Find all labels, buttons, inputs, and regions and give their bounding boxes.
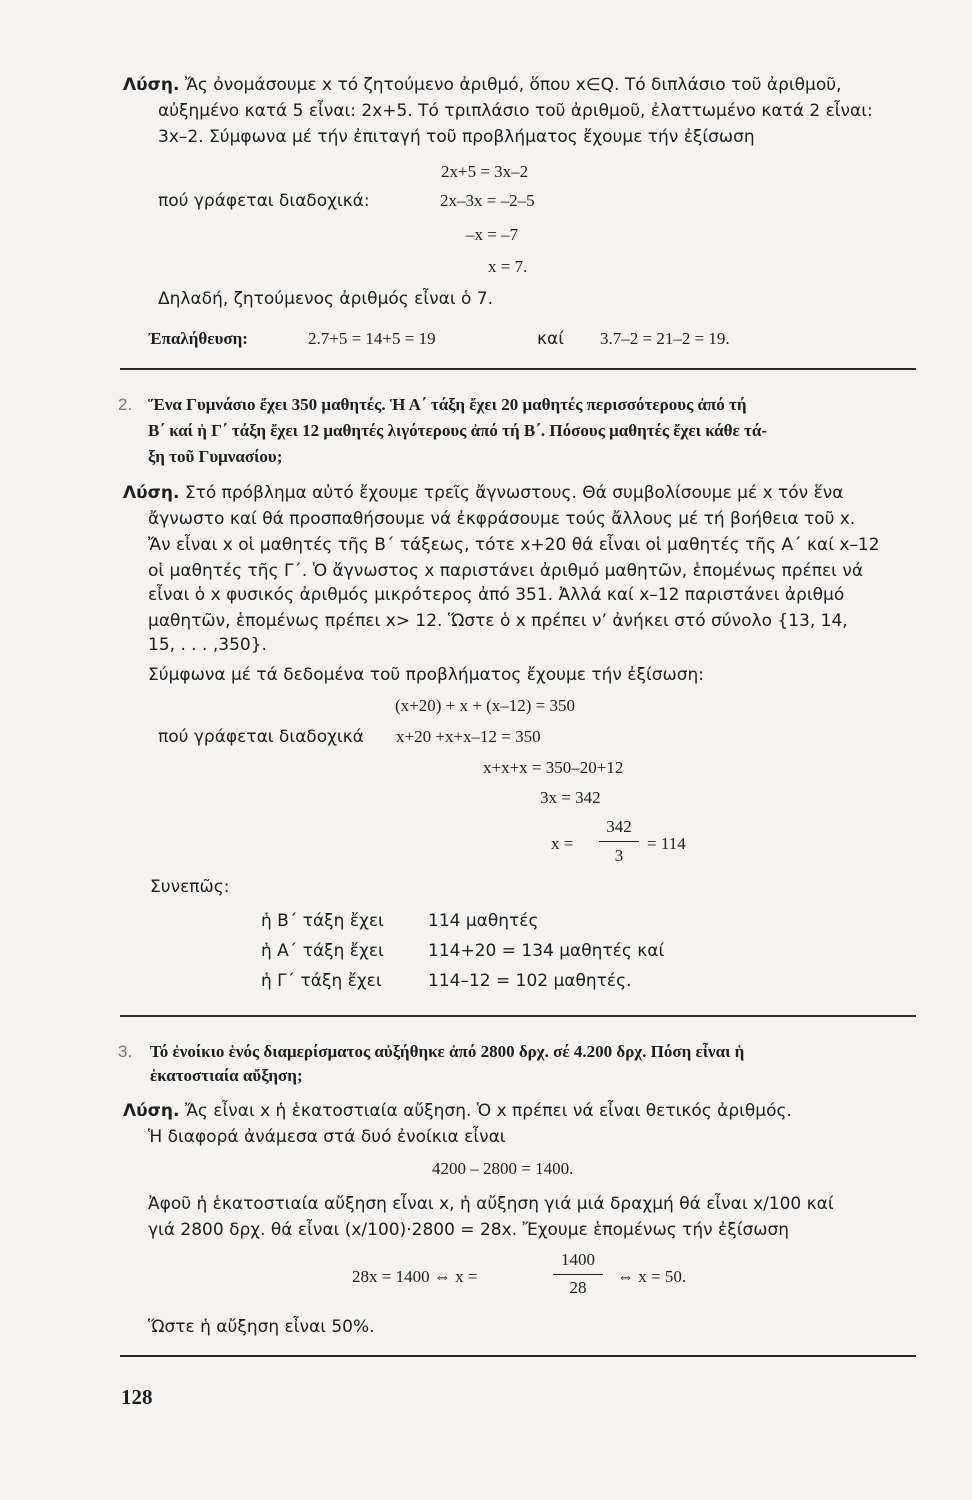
p1-equation-1: 2x+5 = 3x–2: [441, 162, 529, 181]
p2-result-c-value: 114–12 = 102 μαθητές.: [428, 971, 632, 991]
p2-solution-5: εἶναι ὁ x φυσικός ἀριθμός μικρότερος ἀπό 351. Ἀλλά καί x–12 παριστάνει ἀριθμό: [148, 585, 845, 605]
p2-solution-2: ἄγνωστο καί θά προσπαθήσουμε νά ἐκφράσουμε τούς ἄλλους μέ τή βοήθεια τοῦ x.: [148, 509, 856, 529]
p2-equation-5-right: = 114: [647, 834, 686, 853]
p3-equation-2-numerator: 1400: [561, 1250, 595, 1269]
p2-solution-6: μαθητῶν, ἑπομένως πρέπει x> 12. Ὥστε ὁ x πρέπει ν’ ἀνήκει στό σύνολο {13, 14,: [148, 611, 848, 631]
divider-2: [120, 1015, 916, 1017]
p2-equation-5-left: x =: [551, 834, 574, 853]
p1-check-2: 3.7–2 = 21–2 = 19.: [600, 329, 730, 348]
divider-3: [120, 1355, 916, 1357]
p2-result-b-value: 114 μαθητές: [428, 911, 539, 931]
p2-equation-5-numerator: 342: [606, 817, 632, 836]
p3-equation-2-fraction-bar: [553, 1274, 603, 1275]
p3-number: 3.: [118, 1042, 133, 1061]
p3-question-2: ἑκατοστιαία αὔξηση;: [150, 1066, 303, 1085]
p2-solution-4: οἱ μαθητές τῆς Γ΄. Ὁ ἄγνωστος x παριστάνει ἀριθμό μαθητῶν, ἑπομένως πρέπει νά: [148, 561, 864, 581]
p2-solution-7: 15, . . . ,350}.: [148, 635, 267, 655]
p2-equation-4: 3x = 342: [540, 788, 601, 807]
p2-solution-3: Ἄν εἶναι x οἱ μαθητές τῆς Β΄ τάξεως, τότε x+20 θά εἶναι οἱ μαθητές τῆς Α΄ καί x–12: [148, 535, 880, 555]
divider-1: [120, 368, 916, 370]
p1-line-3: 3x–2. Σύμφωνα μέ τήν ἐπιταγή τοῦ προβλήματος ἔχουμε τήν ἐξίσωση: [158, 127, 755, 147]
p1-check-1: 2.7+5 = 14+5 = 19: [308, 329, 436, 348]
p2-therefore: Συνεπῶς:: [150, 877, 230, 897]
p2-solution-1: Λύση. Στό πρόβλημα αὐτό ἔχουμε τρεῖς ἄγνωστους. Θά συμβολίσουμε μέ x τόν ἕνα: [123, 483, 844, 503]
p2-equation-2: x+20 +x+x–12 = 350: [396, 727, 541, 746]
p2-written-label: πού γράφεται διαδοχικά: [158, 727, 364, 747]
p3-solution-2: Ἡ διαφορά ἀνάμεσα στά δυό ἐνοίκια εἶναι: [148, 1127, 506, 1147]
solution-label: Λύση.: [123, 75, 180, 95]
p1-equation-3: –x = –7: [466, 225, 519, 244]
p1-check-label: Ἐπαλήθευση:: [148, 329, 248, 348]
p3-equation-2-denominator: 28: [569, 1278, 587, 1297]
p3-equation-2-right: ⇔ x = 50.: [617, 1267, 687, 1286]
p3-question-1: Τό ἐνοίκιο ἑνός διαμερίσματος αὐξήθηκε ἀπό 2800 δρχ. σέ 4.200 δρχ. Πόση εἶναι ἡ: [150, 1042, 745, 1061]
p3-solution-3: Ἀφοῦ ἡ ἑκατοστιαία αὔξηση εἶναι x, ἡ αὔξηση γιά μιά δραχμή θά εἶναι x/100 καί: [148, 1194, 834, 1214]
p2-equation-5-denominator: 3: [614, 846, 624, 865]
p2-result-c-prefix: ἡ Γ΄ τάξη ἔχει: [261, 971, 382, 991]
p2-equation-3: x+x+x = 350–20+12: [483, 758, 624, 777]
p1-line-2: αὐξημένο κατά 5 εἶναι: 2x+5. Τό τριπλάσιο τοῦ ἀριθμοῦ, ἐλαττωμένο κατά 2 εἶναι:: [158, 101, 873, 121]
p2-solution-8: Σύμφωνα μέ τά δεδομένα τοῦ προβλήματος ἔχουμε τήν ἐξίσωση:: [148, 665, 705, 685]
p1-line-1: Λύση. Ἄς ὀνομάσουμε x τό ζητούμενο ἀριθμό, ὅπου x∈Q. Τό διπλάσιο τοῦ ἀριθμοῦ,: [123, 75, 842, 95]
p1-equation-2: 2x–3x = –2–5: [440, 191, 535, 210]
p1-check-and: καί: [537, 329, 564, 349]
p1-written-label: πού γράφεται διαδοχικά:: [158, 191, 370, 211]
p1-equation-4: x = 7.: [488, 257, 528, 276]
p3-equation-1: 4200 – 2800 = 1400.: [432, 1159, 574, 1178]
p2-question-2: Β΄ καί ἡ Γ΄ τάξη ἔχει 12 μαθητές λιγότερους ἀπό τή Β΄. Πόσους μαθητές ἔχει κάθε τά-: [148, 421, 767, 440]
p2-result-a-value: 114+20 = 134 μαθητές καί: [428, 941, 665, 961]
p3-final: Ὥστε ἡ αὔξηση εἶναι 50%.: [148, 1317, 375, 1337]
p1-conclusion: Δηλαδή, ζητούμενος ἀριθμός εἶναι ὁ 7.: [158, 289, 494, 309]
p2-question-1: Ἕνα Γυμνάσιο ἔχει 350 μαθητές. Ἡ Α΄ τάξη ἔχει 20 μαθητές περισσότερους ἀπό τή: [148, 395, 747, 414]
p2-result-b-prefix: ἡ Β΄ τάξη ἔχει: [261, 911, 384, 931]
p2-number: 2.: [118, 395, 133, 414]
p3-equation-2-left: 28x = 1400 ⇔ x =: [352, 1267, 478, 1286]
p2-result-a-prefix: ἡ Α΄ τάξη ἔχει: [261, 941, 384, 961]
page-number: 128: [121, 1385, 153, 1409]
p2-question-3: ξη τοῦ Γυμνασίου;: [148, 447, 283, 466]
p3-solution-1: Λύση. Ἄς εἶναι x ἡ ἑκατοστιαία αὔξηση. Ὁ x πρέπει νά εἶναι θετικός ἀριθμός.: [123, 1101, 792, 1121]
p2-equation-5-fraction-bar: [599, 841, 639, 842]
p3-solution-4: γιά 2800 δρχ. θά εἶναι (x/100)·2800 = 28x. Ἔχουμε ἑπομένως τήν ἐξίσωση: [148, 1220, 790, 1240]
p2-equation-1: (x+20) + x + (x–12) = 350: [395, 696, 575, 715]
